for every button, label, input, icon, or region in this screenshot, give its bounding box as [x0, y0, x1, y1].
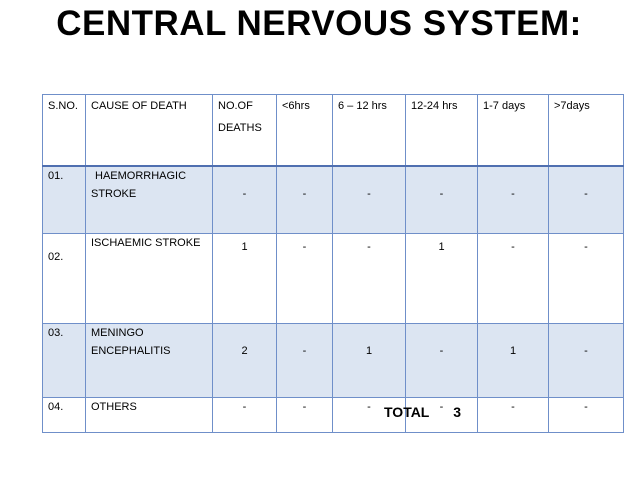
cell-gt7days: - [549, 234, 624, 324]
row-cause [86, 234, 213, 324]
cell-deaths: 1 [213, 234, 277, 324]
row-sno: 02. [43, 234, 86, 324]
header-sno: S.NO. [43, 95, 86, 167]
row-cause [86, 324, 213, 398]
cell-1-7days: 1 [478, 324, 549, 398]
cell-12-24hrs: 1 [406, 234, 478, 324]
total-label: TOTAL [384, 404, 430, 420]
total-summary [384, 404, 461, 420]
row-cause [86, 166, 213, 234]
cell-gt7days: - [549, 166, 624, 234]
header-cause: CAUSE OF DEATH [86, 95, 213, 167]
cell-lt6hrs: - [277, 166, 333, 234]
cell-deaths: 2 [213, 324, 277, 398]
cell-12-24hrs: - [406, 166, 478, 234]
cause-line: ISCHAEMIC STROKE [91, 237, 201, 249]
cause-line: HAEMORRHAGIC [95, 170, 187, 182]
cell-1-7days: - [478, 234, 549, 324]
table-row [43, 324, 624, 398]
cause-line: MENINGO [91, 327, 144, 339]
cell-1-7days: - [478, 398, 549, 433]
table-row [43, 166, 624, 234]
cell-6-12hrs: - [333, 166, 406, 234]
cause-line: STROKE [91, 188, 137, 200]
cause-line: ENCEPHALITIS [91, 345, 171, 357]
cell-6-12hrs: - [333, 234, 406, 324]
cause-line: OTHERS [91, 401, 137, 413]
cell-lt6hrs: - [277, 234, 333, 324]
cell-lt6hrs: - [277, 398, 333, 433]
mortality-table [42, 94, 624, 433]
total-value: 3 [453, 404, 462, 420]
cell-lt6hrs: - [277, 324, 333, 398]
cell-12-24hrs: - [406, 324, 478, 398]
cell-1-7days: - [478, 166, 549, 234]
page-title: CENTRAL NERVOUS SYSTEM: [56, 4, 582, 43]
cell-gt7days: - [549, 398, 624, 433]
row-sno: 01. [43, 166, 86, 234]
header-gt7days: >7days [549, 95, 624, 167]
cell-deaths: - [213, 398, 277, 433]
cell-gt7days: - [549, 324, 624, 398]
cell-6-12hrs: 1 [333, 324, 406, 398]
row-cause [86, 398, 213, 433]
table-row [43, 234, 624, 324]
table-row [43, 398, 624, 433]
cell-deaths: - [213, 166, 277, 234]
header-row [43, 95, 624, 167]
header-deaths: NO.OF DEATHS [213, 95, 277, 167]
row-sno: 03. [43, 324, 86, 398]
cell-12-24hrs: - [406, 398, 478, 433]
cell-6-12hrs: - [333, 398, 406, 433]
header-lt6hrs: <6hrs [277, 95, 333, 167]
header-1-7days: 1-7 days [478, 95, 549, 167]
row-sno: 04. [43, 398, 86, 433]
header-6-12hrs: 6 – 12 hrs [333, 95, 406, 167]
header-12-24hrs: 12-24 hrs [406, 95, 478, 167]
